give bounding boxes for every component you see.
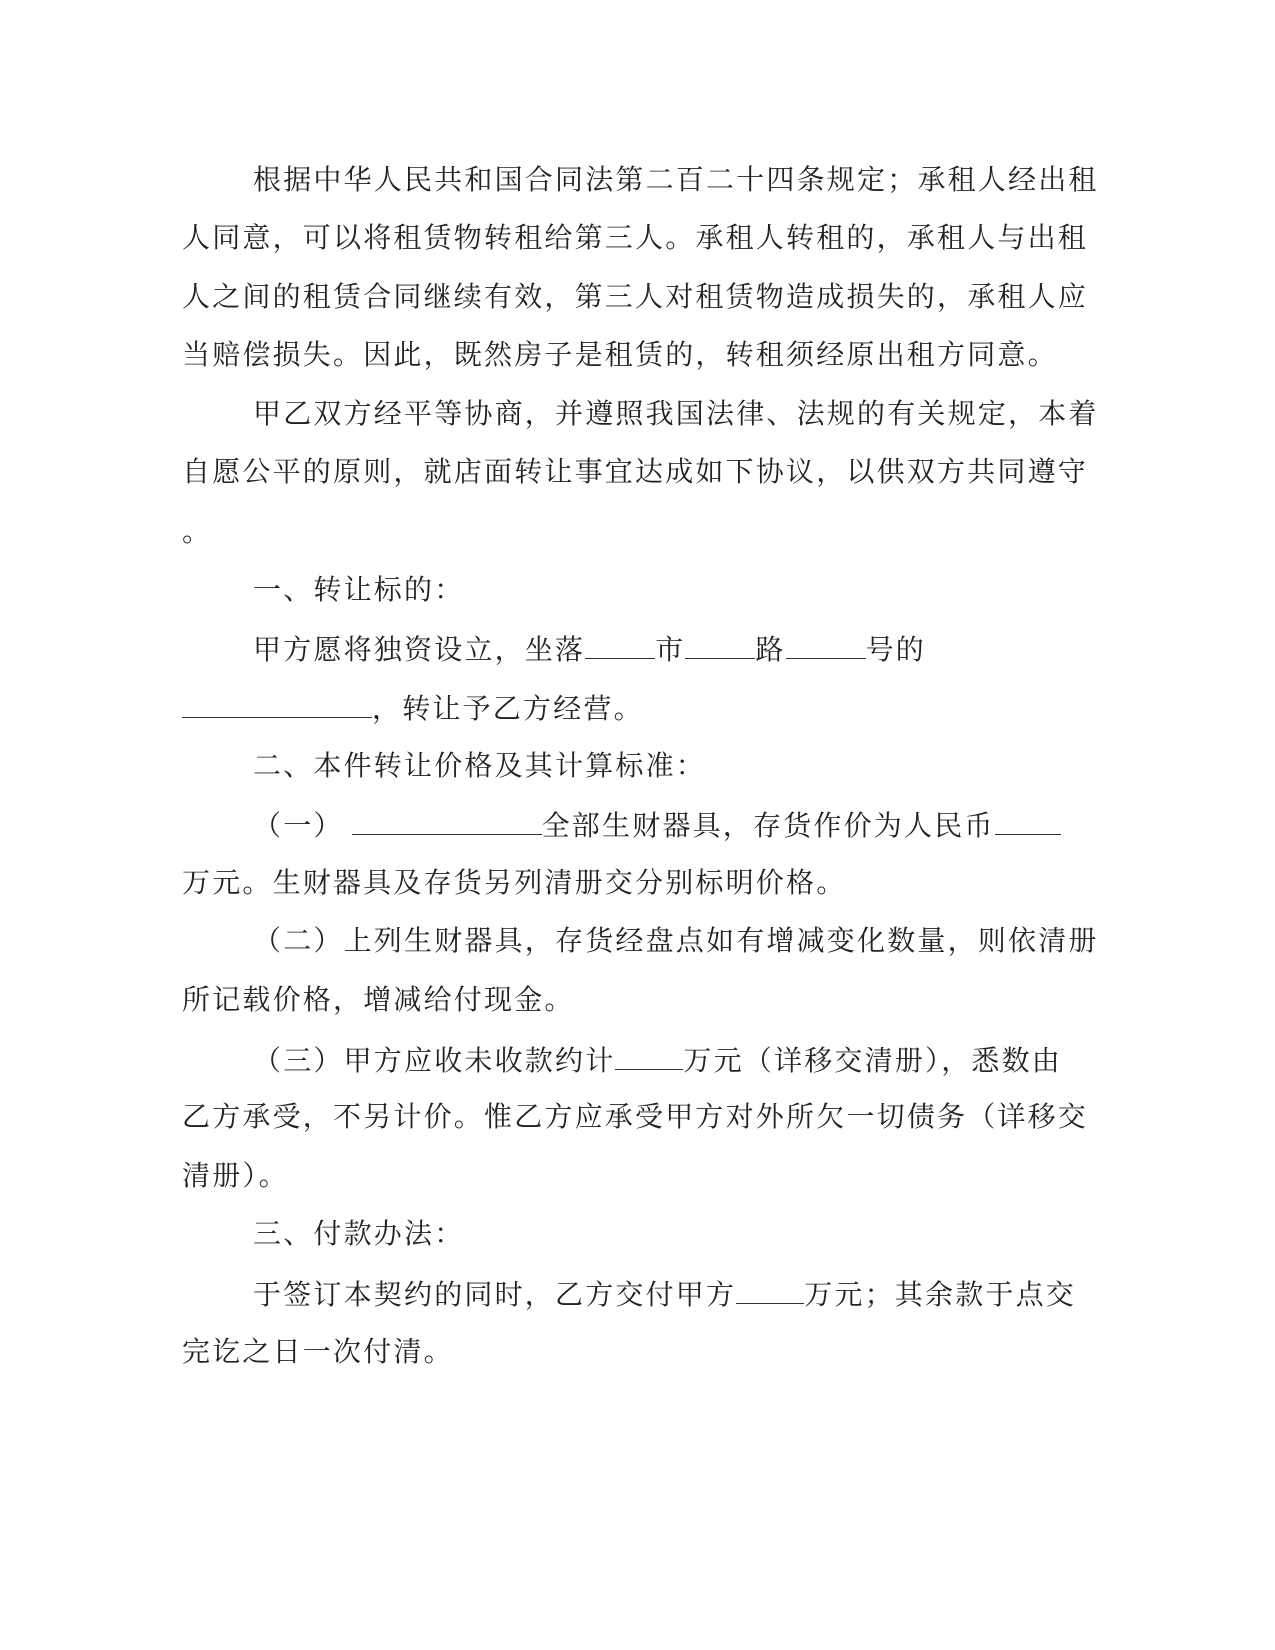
line-text: 甲方愿将独资设立，坐落 <box>253 633 586 666</box>
line-text: （三）甲方应收未收款约计 <box>253 1044 616 1077</box>
section-heading <box>253 570 1133 610</box>
line-text: 人之间的租赁合同继续有效，第三人对租赁物造成损失的，承租人应 <box>182 280 1089 313</box>
heading-text: 一、转让标的： <box>253 573 465 606</box>
line-text: 甲乙双方经平等协商，并遵照我国法律、法规的有关规定，本着 <box>253 397 1099 430</box>
paragraph-line <box>182 277 1089 317</box>
fill-in-blank[interactable] <box>786 628 866 659</box>
line-text: 所记载价格，增减给付现金。 <box>182 983 575 1016</box>
paragraph-line <box>182 1097 1089 1137</box>
line-text: 乙方承受，不另计价。惟乙方应承受甲方对外所欠一切债务（详移交 <box>182 1100 1089 1133</box>
line-text: 于签订本契约的同时，乙方交付甲方 <box>253 1278 737 1311</box>
paragraph-line <box>182 1156 1062 1196</box>
line-text: 万元；其余款于点交 <box>804 1278 1077 1311</box>
paragraph-line <box>253 394 1133 434</box>
section-heading <box>253 1214 1133 1254</box>
fill-in-blank[interactable] <box>182 687 372 718</box>
fill-in-blank[interactable] <box>995 804 1061 835</box>
paragraph-line <box>253 1273 1133 1313</box>
section-heading <box>253 746 1133 786</box>
line-text: 。 <box>182 515 213 548</box>
paragraph-line <box>182 452 1089 492</box>
line-text: 市 <box>655 633 686 666</box>
line-text: 全部生财器具，存货作价为人民币 <box>541 809 995 842</box>
line-text: ，转让予乙方经营。 <box>372 692 644 725</box>
paragraph-line <box>253 804 1133 844</box>
heading-text: 二、本件转让价格及其计算标准： <box>253 749 707 782</box>
fill-in-blank[interactable] <box>352 804 542 835</box>
paragraph-line <box>182 335 1062 375</box>
paragraph-line <box>182 1332 1062 1372</box>
paragraph-line <box>182 218 1089 258</box>
line-text: 路 <box>755 633 786 666</box>
line-text: 根据中华人民共和国合同法第二百二十四条规定；承租人经出租 <box>253 163 1099 196</box>
paragraph-line <box>182 687 1062 727</box>
line-text: 当赔偿损失。因此，既然房子是租赁的，转租须经原出租方同意。 <box>182 338 1058 371</box>
line-text: 万元。生财器具及存货另列清册交分别标明价格。 <box>182 866 847 899</box>
paragraph-line <box>253 628 1133 668</box>
paragraph-line <box>253 1039 1133 1079</box>
line-text: （二）上列生财器具，存货经盘点如有增减变化数量，则依清册 <box>253 924 1099 957</box>
heading-text: 三、付款办法： <box>253 1217 465 1250</box>
paragraph-line <box>182 980 1062 1020</box>
fill-in-blank[interactable] <box>615 1039 683 1070</box>
paragraph-line <box>182 863 1062 903</box>
paragraph-line <box>253 921 1133 961</box>
paragraph-line <box>253 160 1133 200</box>
line-text: 万元（详移交清册），悉数由 <box>683 1044 1063 1077</box>
line-text: 完讫之日一次付清。 <box>182 1335 454 1368</box>
fill-in-blank[interactable] <box>685 628 755 659</box>
paragraph-line <box>182 512 1062 552</box>
line-text: 人同意，可以将租赁物转租给第三人。承租人转租的，承租人与出租 <box>182 221 1089 254</box>
line-text: 号的 <box>865 633 927 666</box>
fill-in-blank[interactable] <box>736 1273 804 1304</box>
line-text: （一） <box>253 809 344 842</box>
line-text: 清册）。 <box>182 1159 289 1192</box>
line-text: 自愿公平的原则，就店面转让事宜达成如下协议，以供双方共同遵守 <box>182 455 1089 488</box>
fill-in-blank[interactable] <box>585 628 655 659</box>
